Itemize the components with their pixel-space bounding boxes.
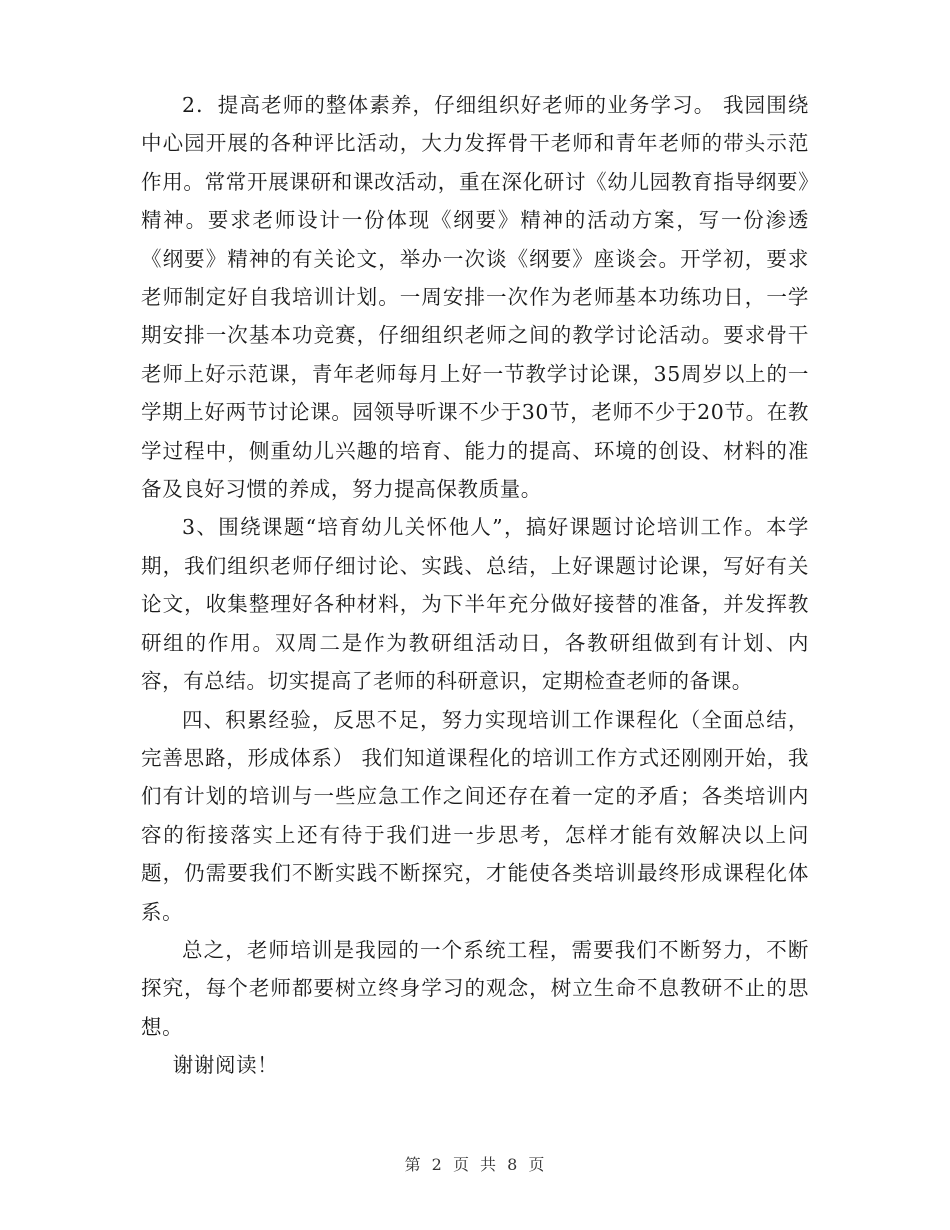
- page-number-footer: 第 2 页 共 8 页: [404, 1155, 546, 1174]
- paragraph-conclusion: 总之，老师培训是我园的一个系统工程，需要我们不断努力，不断探究，每个老师都要树立终身学习的观念，树立生命不息教研不止的思想。: [141, 937, 809, 1039]
- paragraph-teacher-quality: 2．提高老师的整体素养，仔细组织好老师的业务学习。 我园围绕中心园开展的各种评比活动，大力发挥骨干老师和青年老师的带头示范作用。常常开展课研和课改活动，重在深化研讨《幼儿园教育指导纲要》精神。要求老师设计一份体现《纲要》精神的活动方案，写一份渗透《纲要》精神的有关论文，举办一次谈《纲要》座谈会。开学初，要求老师制定好自我培训计划。一周安排一次作为老师基本功练功日，一学期安排一次基本功竞赛，仔细组织老师之间的教学讨论活动。要求骨干老师上好示范课，青年老师每月上好一节教学讨论课，35周岁以上的一学期上好两节讨论课。园领导听课不少于30节，老师不少于20节。在教学过程中，侧重幼儿兴趣的培育、能力的提高、环境的创设、材料的准备及良好习惯的养成，努力提高保教质量。: [141, 93, 809, 502]
- paragraph-experience-reflection: 四、积累经验，反思不足，努力实现培训工作课程化（全面总结，完善思路，形成体系） 我们知道课程化的培训工作方式还刚刚开始，我们有计划的培训与一些应急工作之间还存在着一定的矛盾；各类培训内容的衔接落实上还有待于我们进一步思考，怎样才能有效解决以上问题，仍需要我们不断实践不断探究，才能使各类培训最终形成课程化体系。: [141, 707, 809, 924]
- paragraph-research-topic: 3、围绕课题“培育幼儿关怀他人”，搞好课题讨论培训工作。本学期，我们组织老师仔细讨论、实践、总结，上好课题讨论课，写好有关论文，收集整理好各种材料，为下半年充分做好接替的准备，并发挥教研组的作用。双周二是作为教研组活动日，各教研组做到有计划、内容，有总结。切实提高了老师的科研意识，定期检查老师的备课。: [141, 515, 809, 694]
- document-body: [141, 86, 809, 1085]
- closing-thanks: 谢谢阅读！: [172, 1053, 279, 1078]
